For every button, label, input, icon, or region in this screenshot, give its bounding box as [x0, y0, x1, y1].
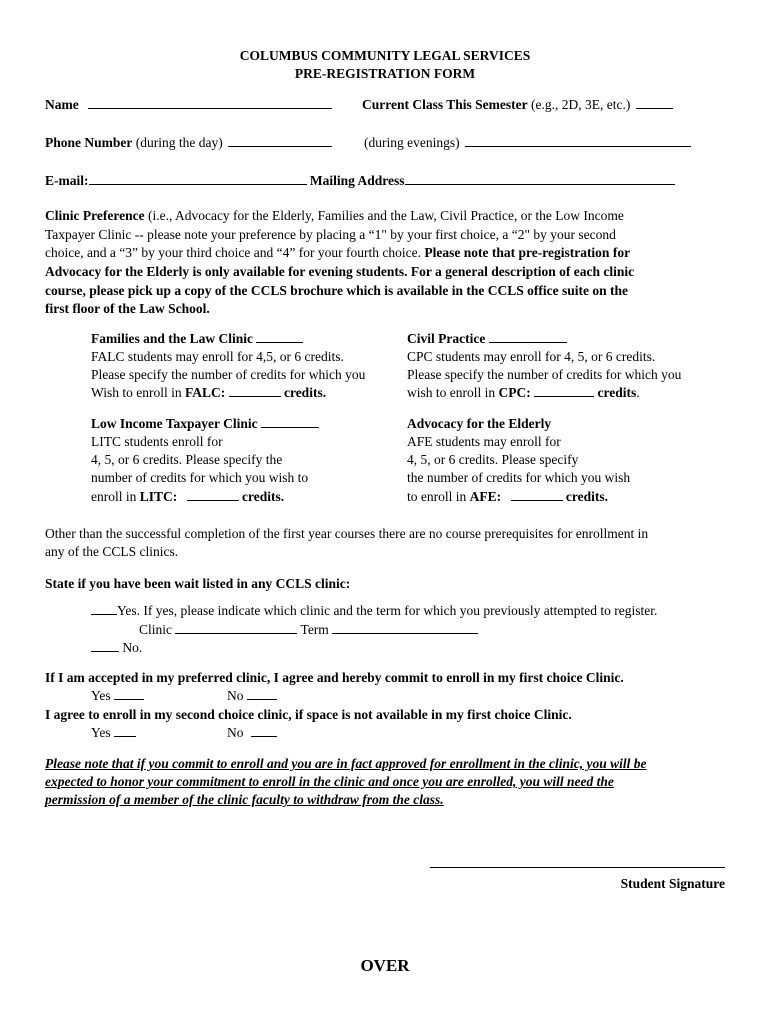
- commit-second-no-field[interactable]: [251, 724, 277, 737]
- falc-credits-label: credits.: [283, 385, 327, 400]
- cpc-credits-label: credits: [597, 385, 637, 400]
- litc-credits-label: credits.: [242, 489, 285, 504]
- litc-title-row: [91, 415, 319, 433]
- afe-line-3: the number of credits for which you wish: [407, 470, 631, 485]
- afe-enroll-text: to enroll in: [407, 489, 467, 504]
- org-name: COLUMBUS COMMUNITY LEGAL SERVICES: [239, 48, 531, 63]
- prereq-line-1: Other than the successful completion of the first year courses there are no course prerequisites for enrollment in: [45, 526, 649, 541]
- phone-day-hint: (during the day): [135, 135, 223, 150]
- falc-line-1: FALC students may enroll for 4,5, or 6 credits.: [91, 349, 344, 364]
- commit-first-no: [227, 687, 277, 705]
- afe-line-1: AFE students may enroll for: [407, 434, 561, 449]
- falc-line-2: Please specify the number of credits for which you: [91, 367, 366, 382]
- falc-title-row: [91, 330, 303, 348]
- email-field[interactable]: [89, 172, 307, 185]
- over-label: OVER: [360, 956, 410, 975]
- pref-label: Clinic Preference: [45, 208, 145, 223]
- commit-second: I agree to enroll in my second choice clinic, if space is not available in my first choice Clinic.: [45, 707, 572, 722]
- cpc-line-3: wish to enroll in CPC: credits.: [407, 385, 640, 400]
- falc-title: Families and the Law Clinic: [91, 331, 254, 346]
- class-label: Current Class This Semester: [362, 97, 528, 112]
- falc-code: FALC:: [184, 385, 226, 400]
- litc-code: LITC:: [139, 489, 178, 504]
- cpc-enroll-text: wish to enroll in: [407, 385, 496, 400]
- afe-line-2: 4, 5, or 6 credits. Please specify: [407, 452, 579, 467]
- notice-line-3: permission of a member of the clinic faculty to withdraw from the class.: [45, 792, 444, 807]
- waitlist-clinic-label: Clinic: [139, 622, 172, 637]
- waitlist-yes-text: Yes. If yes, please indicate which clinic and the term for which you previously attempted to register.: [117, 603, 658, 618]
- waitlist-term-label: Term: [300, 622, 329, 637]
- litc-line-1: LITC students enroll for: [91, 434, 223, 449]
- phone-eve-row: [364, 134, 691, 152]
- waitlist-yes-field[interactable]: [91, 602, 117, 615]
- waitlist-no-row: [91, 639, 142, 657]
- mailing-label: Mailing Address: [309, 173, 405, 188]
- mailing-field[interactable]: [405, 172, 675, 185]
- waitlist-question: State if you have been wait listed in any CCLS clinic:: [45, 576, 351, 591]
- cpc-line-1: CPC students may enroll for 4, 5, or 6 credits.: [407, 349, 656, 364]
- litc-line-2: 4, 5, or 6 credits. Please specify the: [91, 452, 283, 467]
- pref-line-2: Taxpayer Clinic -- please note your preference by placing a “1" by your first choice, a “2" by your second: [45, 227, 616, 242]
- pref-text-1: (i.e., Advocacy for the Elderly, Families and the Law, Civil Practice, or the Low Income: [147, 208, 624, 223]
- commit-first-yes-field[interactable]: [114, 687, 144, 700]
- litc-credits-field[interactable]: [187, 488, 239, 501]
- commit-second-yes-label: Yes: [91, 725, 111, 740]
- waitlist-clinic-row: [139, 621, 478, 639]
- prereq-line-2: any of the CCLS clinics.: [45, 544, 179, 559]
- signature-line[interactable]: [430, 867, 725, 868]
- commit-second-no: [227, 724, 277, 742]
- phone-eve-hint: (during evenings): [364, 135, 460, 150]
- pref-text-3b: Please note that pre-registration for: [424, 245, 631, 260]
- afe-line-4: [407, 488, 608, 506]
- litc-enroll-text: enroll in: [91, 489, 137, 504]
- litc-line-4: [91, 488, 284, 506]
- pref-line-4: Advocacy for the Elderly is only available for evening students. For a general description of each clinic: [45, 264, 635, 279]
- commit-first-yes-label: Yes: [91, 688, 111, 703]
- pref-line-1: [45, 207, 624, 225]
- signature-label: Student Signature: [620, 876, 725, 891]
- falc-rank-field[interactable]: [256, 330, 303, 343]
- cpc-code: CPC:: [498, 385, 531, 400]
- notice-line-2: expected to honor your commitment to enroll in the clinic and once you are enrolled, you will need the: [45, 774, 614, 789]
- commit-second-yes-field[interactable]: [114, 724, 136, 737]
- name-field[interactable]: [88, 96, 332, 109]
- pref-line-5: course, please pick up a copy of the CCLS brochure which is available in the CCLS office suite on the: [45, 283, 629, 298]
- email-row: [45, 172, 675, 190]
- form-title: PRE-REGISTRATION FORM: [294, 66, 476, 81]
- commit-first-no-field[interactable]: [247, 687, 277, 700]
- name-row: [45, 96, 332, 114]
- cpc-credits-field[interactable]: [534, 384, 594, 397]
- commit-first-no-label: No: [227, 688, 244, 703]
- class-field[interactable]: [636, 96, 673, 109]
- afe-code: AFE:: [469, 489, 502, 504]
- commit-second-yes: [91, 724, 136, 742]
- name-label: Name: [45, 97, 79, 112]
- falc-enroll-text: Wish to enroll in: [91, 385, 182, 400]
- email-label: E-mail:: [45, 173, 89, 188]
- phone-row: [45, 134, 332, 152]
- phone-label: Phone Number: [45, 135, 133, 150]
- pref-line-3: [45, 244, 630, 262]
- litc-rank-field[interactable]: [261, 415, 319, 428]
- waitlist-clinic-field[interactable]: [175, 621, 297, 634]
- cpc-rank-field[interactable]: [489, 330, 567, 343]
- falc-credits-field[interactable]: [229, 384, 281, 397]
- cpc-title-row: [407, 330, 567, 348]
- afe-credits-field[interactable]: [511, 488, 563, 501]
- commit-first: If I am accepted in my preferred clinic, I agree and hereby commit to enroll in my first choice Clinic.: [45, 670, 624, 685]
- pref-line-6: first floor of the Law School.: [45, 301, 210, 316]
- phone-day-field[interactable]: [228, 134, 332, 147]
- afe-credits-label: credits.: [565, 489, 608, 504]
- litc-title: Low Income Taxpayer Clinic: [91, 416, 258, 431]
- afe-title: Advocacy for the Elderly: [407, 416, 552, 431]
- notice-line-1: Please note that if you commit to enroll and you are in fact approved for enrollment in the clinic, you will be: [45, 756, 647, 771]
- waitlist-no-field[interactable]: [91, 639, 119, 652]
- phone-eve-field[interactable]: [465, 134, 691, 147]
- waitlist-no-text: No.: [122, 640, 143, 655]
- commit-second-no-label: No: [227, 725, 244, 740]
- commit-first-yes: [91, 687, 144, 705]
- waitlist-yes-row: [91, 602, 657, 620]
- cpc-title: Civil Practice: [407, 331, 486, 346]
- litc-line-3: number of credits for which you wish to: [91, 470, 309, 485]
- waitlist-term-field[interactable]: [332, 621, 478, 634]
- class-hint: (e.g., 2D, 3E, etc.): [531, 97, 631, 112]
- cpc-line-2: Please specify the number of credits for which you: [407, 367, 682, 382]
- pref-text-3a: choice, and a “3” by your third choice and “4” for your fourth choice.: [45, 245, 421, 260]
- falc-line-3: [91, 384, 326, 402]
- class-row: [362, 96, 673, 114]
